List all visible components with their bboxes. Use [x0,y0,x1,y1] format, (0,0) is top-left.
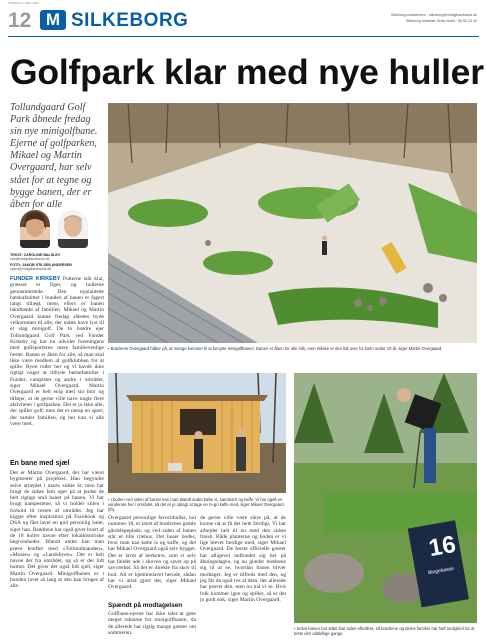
byline-photo-email[interactable]: stjan@midtjyllandsavis.dk [10,267,52,272]
golfer-caption-text: så brødrene og deres familier har haft mulighed for at teste den adskillige gange. [294,626,475,636]
dateline: TIRSDAG 5. MAJ 2015 [8,1,40,5]
article-column-1 [10,276,104,456]
column-1-text: Putterne står klar, græsset er figet, og hullerne gennemtestede. Den nyplantede bænkafsnitter i bunden af banen er fagert langt tillægt, mens ellers er banen håndtænkt af familien. Mikael og Martin Overgaard kunne fredag således byde velkommen til alle, der måtte have lyst til et slag minigolf. De to brødre ejer Tollundgaard Golf Park ved Funder Kirkeby og har nu udvidet foreningens med golfsporterne mere familievenlige færter. Banen er åben for alle, så man skal ikke være medlem af golfklubben for at spille. Byen roder her og vi havde ikke rigtigt noget at tilbyde børnefamilier i Funder, campister og andre i området, siger Mikael Overgaard. Martin Overgaard er helt enig med sin bror og tilføjer, at de gerne ville have nogle flere aktiviteter i golfparken. Det er jo ikke alle, der spiller golf, men det er netop en sport, der samler familien, og her kan vi alle være med. [10,276,104,427]
golfer-photo [294,373,477,623]
author-photo-writer [20,210,50,248]
golfer-photo-caption: ▪ Selve banen har stået klar siden efteråret, så brødrene og deres familier har haft mulighed for at teste den adskillige gange. [294,626,475,636]
section-title: SILKEBORG [71,10,189,31]
subhead-1: En bane med sjæl [10,460,70,467]
contact-line-2: Silkeborg-redaktør: Brian Holst · 86 82 24 40 [405,19,477,23]
main-caption-lead: Brødrene Overgaard håber på, at mange kommer til at benytte minigolfbanen. [110,346,255,351]
booth-photo [108,373,286,493]
main-photo-caption: ▪ Brødrene Overgaard håber på, at mange kommer til at benytte minigolfbanen. Banen er åben for alle folk, men måske er den lidt over for børn under 10 år, siger Martin Overgaard. [108,346,443,351]
main-photo-minigolf [108,103,477,343]
article-column-3: de gerne ville være sikre på, at de kunne nå at få det hele færdigt. Vi har arbejdet helt til nu med den sidste finish. Både planterne og boden er vi lige blevet færdige med, siger Mikael Overgaard. De første officielle gæster har alligevel indfundet sig her på åbningsdagen, og nu glæder brødrene sig til at se, hvordan banen bliver modtaget. Jeg er tilfreds med den, og jeg får da også ros af dem, der allerede har prøvet den, men nu må vi se. Hvis folk kommer igen og spiller, så er det jo godt nok, siger Martin Overgaard. [200,515,286,603]
byline-photographer [10,263,104,272]
booth-photo-caption: ▪ I boden ved siden af banen kan man blandt andet købe is, sandwich og kaffe. Vi har også en venderute her i området, så det er jo oplagt at tage en to-go kaffe med, siger Mikael Overgaard (th). [108,497,284,512]
page-number: 12 [8,9,32,32]
author-photo-photographer [58,210,88,248]
person-icon [58,210,88,248]
article-column-2: Overgaard personlige favorithuller, hul nummer 18, er lavet af brødrenes gamle gårdslegeplads, og ved siden af banen står et lille træhus. Det huser bodes, hvor man kan købe is og kaffe, og det har Mikael Overgaard også selv bygget. Det er lavet af lærketræ, som vi selv har fældet ude i skoven og savet op på savværket. Så det er direkte fra skov til bod. Alt er hjemmelavet herude, sådan har vi altid gjort det, siger Mikael Overgaard. [108,515,196,591]
booth-caption-lead: I boden ved siden af banen kan man blandt andet købe is, sandwich og kaffe. [110,497,255,502]
person-icon [20,210,50,248]
booth-caption-text: Vi har også en venderute her i området, så det er jo oplagt at tage en to-go kaffe med, siger Mikael Overgaard (th). [108,497,284,512]
article-headline: Golfpark klar med nye huller [10,52,484,92]
byline-writer-email[interactable]: cab@midtjyllandsavis.dk [10,257,50,262]
contact-line-1: Silkeborg-redaktionen · silkeborg@midtjyllandsavis.dk [390,13,477,17]
header-rule [8,36,479,37]
dateline-location: FUNDER KIRKEBY [10,276,61,282]
golfer-caption-lead: Selve banen har stået klar siden efteråret, [296,626,375,631]
byline-writer [10,253,104,262]
article-column-2b: Golfbane-ejerne har ikke talet at gøre meget reklame for minigolfbanen, da de allerede har rigtig mange gæster om sommeren. [108,611,196,636]
hole-sign-text: Bingebasse [427,565,455,577]
byline-photo-label: FOTO: JAKOB STILSEN ANDERSEN [10,263,72,267]
newspaper-logo-icon: M [40,10,66,30]
main-caption-text: Banen er åben for alle folk, men måske er den lidt over for børn under 10 år, siger Martin Overgaard. [256,346,443,351]
hole-sign-number: 16 [426,530,458,563]
subhead-2: Spændt på modtagelsen [108,602,183,609]
article-intro: Tollundgaard Golf Park åbnede fredag sin nye minigolfbane. Ejerne af golfparken, Mikael og Martin Overgaard, har selv stået for at tegne og bygge banen, der er åben for alle [10,102,98,210]
byline-writer-label: TEKST: CAROLINE BALSLEV [10,253,61,257]
article-column-1b: Det er Martin Overgaard, der har været bygmester på projektet. Han begyndte selve arbejdet i marts sidste år, men har brugt de sidste fem uger på at pudse de helt rigtige små baner på banen. Vi har brugt kampestene, så vi holder stilen i forhold til resten af området. Jeg har kigget efter inspiration på Facebook og DSA og fået lavet en god personlig bane, siger han. Brødrene har også givet hvert af de 18 huller navne efter lokalhistoriske begivenheder. Blandt andet kan man prøve kræfter med »Tollundmanden«, »Mosen« og »Landsbyen«. Det er helt navne der fra området, og så er der lidt humor. Det giver det også lidt sjæl, siger Martin Overgaard. Minigolfbanen er i bunden lavet så lang at den kan bruges af alle. [10,470,104,590]
top-strip [0,0,487,6]
